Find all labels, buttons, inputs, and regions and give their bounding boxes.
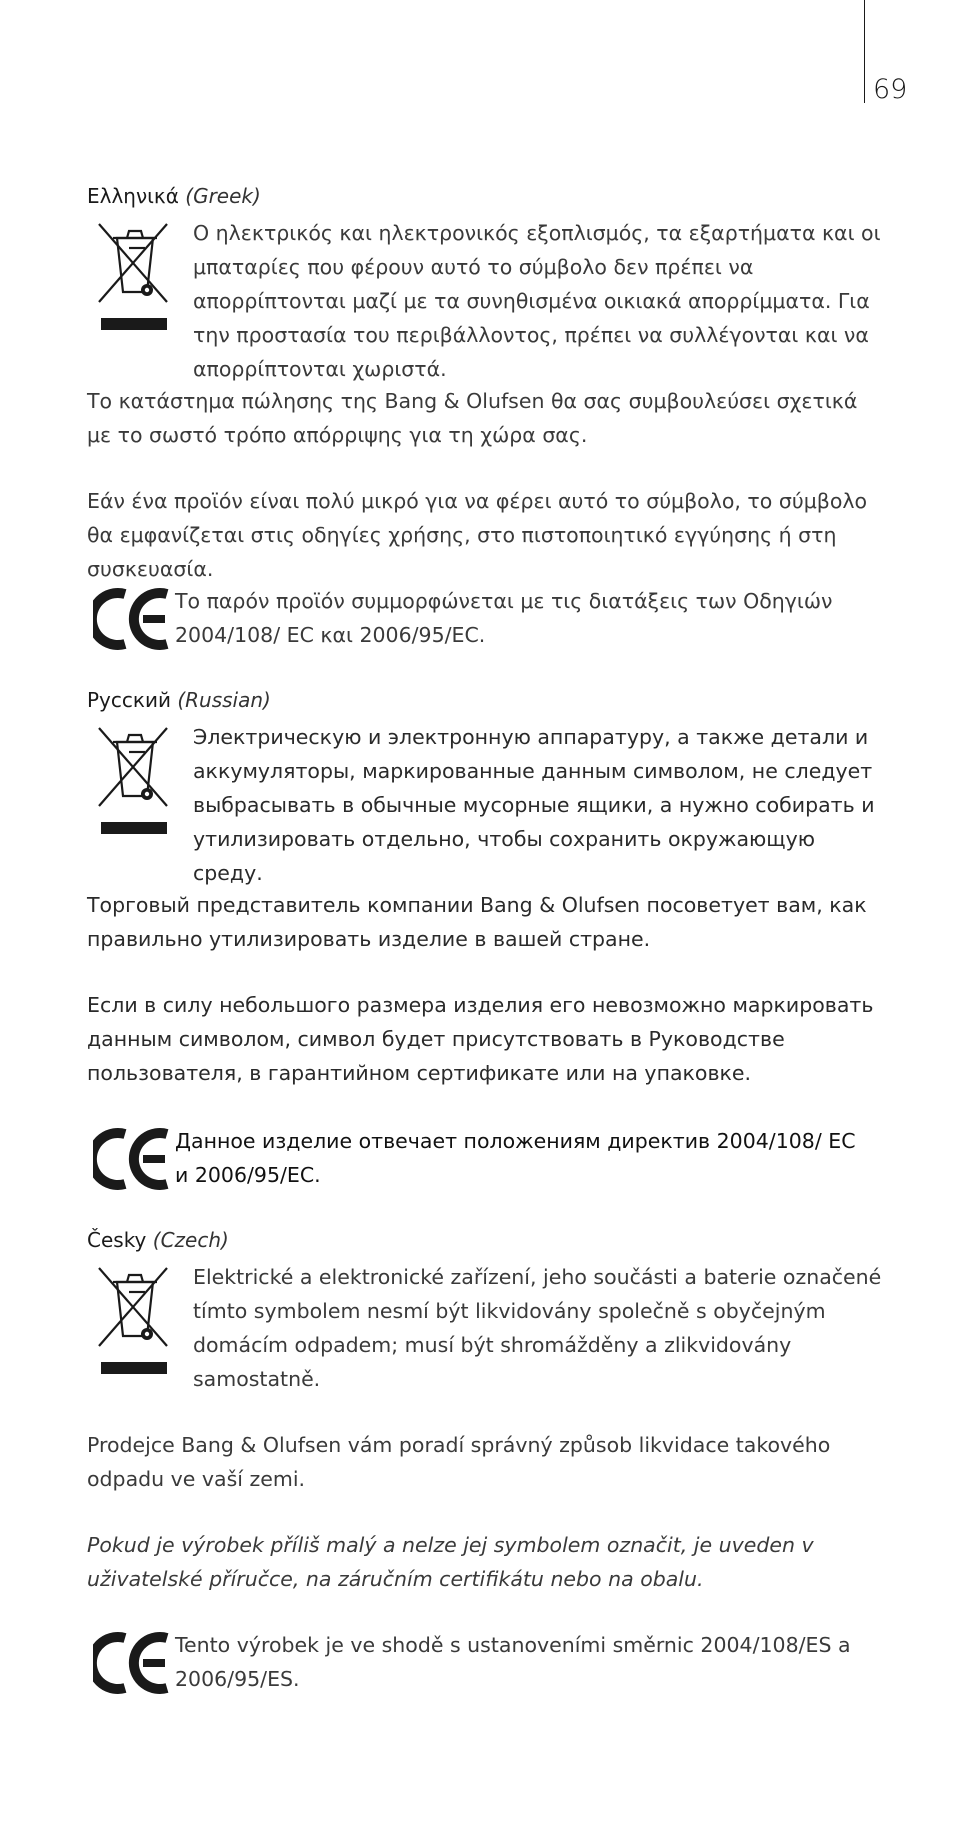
section-heading-russian [87,688,271,712]
crossed-out-wheelie-bin-icon [95,220,171,330]
section-heading-english: (Czech) [152,1228,229,1252]
weee-notice-czech [87,1260,882,1391]
small-product-paragraph [87,988,877,1090]
section-heading-label: Česky [87,1228,147,1252]
section-heading-label: Русский [87,688,171,712]
weee-notice-text: Elektrické a elektronické zařízení, jeho součásti a baterie označené tímto symbolem nesmí být likvidovány společně s obyčejným domácím odpadem; musí být shromážděny a zlikvidovány samostatně. [193,1265,882,1391]
small-product-paragraph [87,484,877,586]
section-heading-czech [87,1228,229,1252]
retailer-advice-paragraph [87,888,877,956]
ce-compliance-russian [87,1124,877,1196]
small-product-text: Εάν ένα προϊόν είναι πολύ μικρό για να φέρει αυτό το σύμβολο, το σύμβολο θα εμφανίζεται στις οδηγίες χρήσης, στο πιστοποιητικό εγγύησης ή στη συσκευασία. [87,489,868,581]
small-product-text: Если в силу небольшого размера изделия его невозможно маркировать данным символом, символ будет присутствовать в Руководстве пользователя, в гарантийном сертификате или на упаковке. [87,993,874,1085]
crossed-out-wheelie-bin-icon [95,724,171,834]
retailer-advice-paragraph [87,384,877,452]
weee-notice-greek [87,216,881,381]
section-heading-english: (Greek) [185,184,261,208]
section-heading-greek [87,184,261,208]
weee-notice-text: Электрическую и электронную аппаратуру, а также детали и аккумуляторы, маркированные данным символом, не следует выбрасывать в обычные мусорные ящики, а нужно собирать и утилизировать отдельно, чтобы сохранить окружающую среду. [193,725,875,885]
section-heading-label: Ελληνικά [87,184,179,208]
retailer-advice-text: Prodejce Bang & Olufsen vám poradí správný způsob likvidace takového odpadu ve vaší zemi. [87,1433,831,1491]
weee-notice-text: Ο ηλεκτρικός και ηλεκτρονικός εξοπλισμός, τα εξαρτήματα και οι μπαταρίες που φέρουν αυτό το σύμβολο δεν πρέπει να απορρίπτονται μαζί με τα συνηθισμένα οικιακά απορρίμματα. Για την προστασία του περιβάλλοντος, πρέπει να συλλέγονται και να απορρίπτονται χωριστά. [193,221,881,381]
retailer-advice-text: Торговый представитель компании Bang & Olufsen посоветует вам, как правильно утилизировать изделие в вашей стране. [87,893,867,951]
ce-compliance-text: Данное изделие отвечает положениям директив 2004/108/ EC и 2006/95/EC. [175,1129,856,1187]
retailer-advice-paragraph [87,1428,877,1496]
retailer-advice-text: Το κατάστημα πώλησης της Bang & Olufsen θα σας συμβουλεύσει σχετικά με το σωστό τρόπο απόρριψης για τη χώρα σας. [87,389,858,447]
ce-compliance-greek [87,584,877,656]
page-header-rule [864,0,865,103]
small-product-text: Pokud je výrobek příliš malý a nelze jej symbolem označit, je uveden v uživatelské příručce, na záručním certifikátu nebo na obalu. [87,1533,814,1591]
crossed-out-wheelie-bin-icon [95,1264,171,1374]
ce-compliance-text: Το παρόν προϊόν συμμορφώνεται με τις διατάξεις των Οδηγιών 2004/108/ EC και 2006/95/EC. [175,589,833,647]
ce-mark-icon [93,1630,171,1696]
ce-mark-icon [93,1126,171,1192]
ce-mark-icon [93,586,171,652]
weee-notice-russian [87,720,877,885]
ce-compliance-czech [87,1628,877,1700]
section-heading-english: (Russian) [177,688,271,712]
page-number: 69 [873,74,908,105]
small-product-paragraph [87,1528,877,1596]
ce-compliance-text: Tento výrobek je ve shodě s ustanoveními směrnic 2004/108/ES a 2006/95/ES. [175,1633,851,1691]
